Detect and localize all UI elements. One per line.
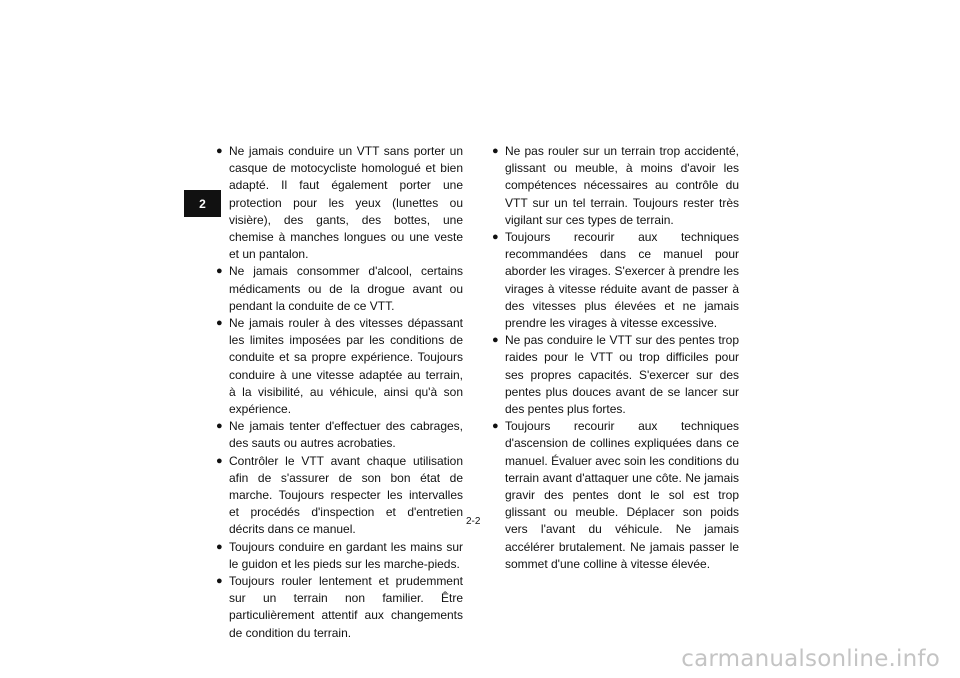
bullet-icon: ● (216, 454, 223, 467)
list-item-text: Toujours recourir aux techniques d'ascension de collines expliquées dans ce manuel. Évaluer avec soin les conditions du terrain avant d'attaquer une côte. Ne jamais gravir des pentes dont le sol est trop glissant ou meuble. Déplacer son poids vers l'avant du véhicule. Ne jamais accélérer brutalement. Ne jamais passer le sommet d'une colline à vitesse élevée. (505, 419, 739, 571)
watermark: carmanualsonline.info (681, 646, 940, 672)
list-item-text: Ne pas conduire le VTT sur des pentes trop raides pour le VTT ou trop difficiles pour ses propres capacités. S'exercer sur des pentes plus douces avant de se lancer sur des pentes plus fortes. (505, 333, 739, 417)
list-item (492, 229, 739, 332)
bullet-icon: ● (216, 540, 223, 553)
list-item (492, 143, 739, 229)
list-item-text: Ne jamais consommer d'alcool, certains médicaments ou de la drogue avant ou pendant la conduite de ce VTT. (229, 264, 463, 313)
list-item (216, 573, 463, 642)
bullet-icon: ● (216, 145, 223, 157)
list-item-text: Toujours conduire en gardant les mains sur le guidon et les pieds sur les marche-pieds. (229, 539, 463, 571)
list-item (216, 418, 463, 452)
bullet-icon: ● (216, 575, 223, 588)
list-item (492, 332, 739, 418)
list-item-text: Contrôler le VTT avant chaque utilisation afin de s'assurer de son bon état de marche. Toujours respecter les intervalles et procédés d'inspection et d'entretien décrits dans ce manuel. (229, 453, 463, 537)
bullet-icon: ● (492, 334, 499, 347)
bullet-icon: ● (492, 145, 499, 157)
list-item-text: Ne jamais conduire un VTT sans porter un casque de motocycliste homologué et bien adapté. Il faut également porter une protection pour les yeux (lunettes ou visière), des gants, des bottes, une chemise à manches longues ou une veste et un pantalon. (229, 144, 463, 262)
list-item-text: Ne jamais tenter d'effectuer des cabrages, des sauts ou autres acrobaties. (229, 419, 463, 451)
list-item (216, 453, 463, 539)
left-column-list (216, 143, 463, 642)
list-item (216, 263, 463, 315)
bullet-icon: ● (216, 317, 223, 330)
list-item (216, 539, 463, 573)
bullet-icon: ● (216, 265, 223, 278)
list-item (216, 315, 463, 418)
list-item-text: Toujours recourir aux techniques recommandées dans ce manuel pour aborder les virages. S'exercer à prendre les virages à vitesse réduite avant de passer à des vitesses plus élevées et ne jamais prendre les virages à vitesse excessive. (505, 230, 739, 331)
bullet-icon: ● (492, 420, 499, 433)
list-item-text: Ne pas rouler sur un terrain trop accidenté, glissant ou meuble, à moins d'avoir les compétences nécessaires au contrôle du VTT sur un tel terrain. Toujours rester très vigilant sur ces types de terrain. (505, 144, 739, 227)
bullet-icon: ● (216, 420, 223, 433)
list-item-text: Ne jamais rouler à des vitesses dépassant les limites imposées par les conditions de conduite et sa propre expérience. Toujours conduire à une vitesse adaptée au terrain, à la visibilité, au véhicule, ainsi qu'à son expérience. (229, 316, 463, 417)
page-number: 2-2 (466, 516, 481, 527)
list-item (492, 418, 739, 573)
bullet-icon: ● (492, 231, 499, 244)
list-item (216, 143, 463, 263)
right-column-list (492, 143, 739, 573)
chapter-tab: 2 (184, 190, 221, 217)
list-item-text: Toujours rouler lentement et prudemment sur un terrain non familier. Être particulièrement attentif aux changements de condition du terrain. (229, 574, 463, 640)
